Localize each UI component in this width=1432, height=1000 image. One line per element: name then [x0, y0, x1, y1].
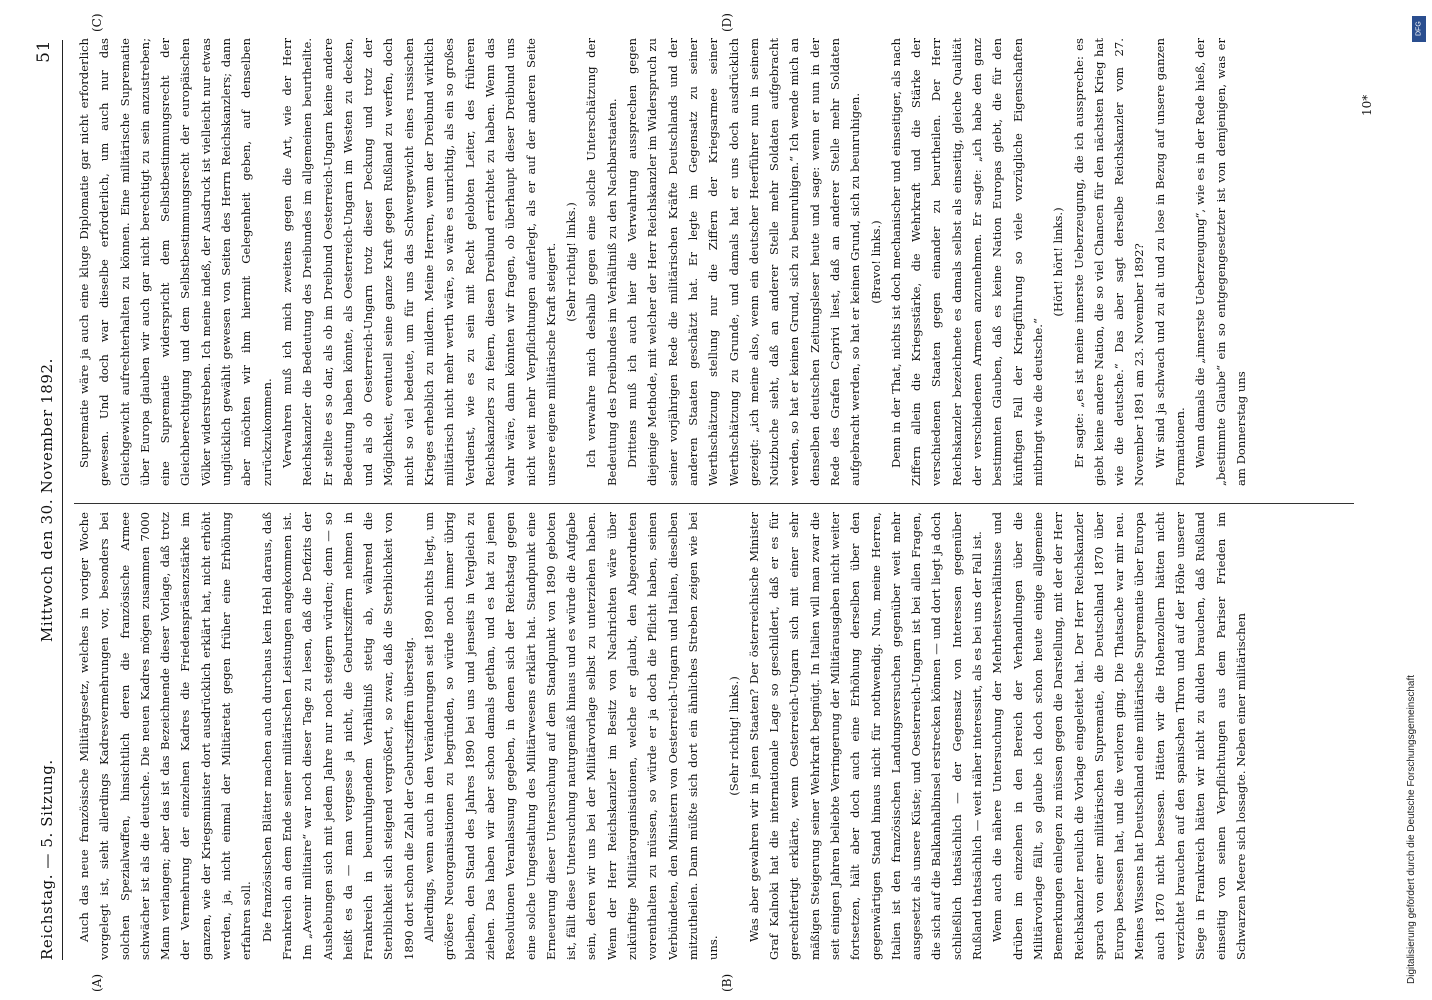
paragraph: Was aber gewahren wir in jenen Staaten? Der österreichische Minister Graf Kalnoki hat die internationale Lage so geschildert, daß er es für gerechtfertigt erklärte, wenn Oesterreich-Ungarn sich mit einer sehr mäßigen Steigerung seiner Wehrkraft begnügt. In Italien will man zwar die seit einigen Jahren beliebte Verringerung der Militärausgaben nicht weiter fortsetzen, hält aber doch auch eine Erhöhung derselben über den gegenwärtigen Stand hinaus nicht für nothwendig. Nun, meine Herren, Italien ist den französischen Landungsversuchen gegenüber weit mehr ausgesetzt als unsere Küste; und Oesterreich-Ungarn ist bei allen Fragen, die sich auf die Balkanhalbinsel erstrecken können — und dort liegt ja doch schließlich thatsächlich — der Gegensatz von Interessen gegenüber Rußland thatsächlich — weit näher interessirt, als es bei uns der Fall ist. — [746, 512, 985, 960]
margin-marker-c: (C) — [90, 13, 104, 32]
dfg-logo-icon: DFG — [1412, 16, 1426, 42]
left-column — [74, 512, 1374, 960]
margin-marker-a: (A) — [90, 973, 104, 992]
paragraph: Allerdings, wenn auch in den Veränderungen seit 1890 nichts liegt, um größere Neuorganisationen zu begründen, so würde noch immer übrig bleiben, den Stand des Jahres 1890 bei uns und jenseits in Vergleich zu ziehen. Das haben wir aber schon damals gethan, und es hat zu jenen Resolutionen Veranlassung gegeben, in denen sich der Reichstag gegen eine solche Umgestaltung des Militärwesens erklärt hat. Standpunkt eine Erneuerung dieser Untersuchung auf dem Standpunkt von 1890 geboten ist, fällt diese Untersuchung naturgemäß hinaus und es würde die Aufgabe sein, deren wir uns bei der Militärvorlage selbst zu unterziehen haben. Wenn der Herr Reichskanzler im Besitz von Nachrichten wäre über zukünftige Militärorganisationen, welche er glaubt, den Abgeordneten vorenthalten zu müssen, so würde er ja doch die Pflicht haben, seinen Verbündeten, den Ministern von Oesterreich-Ungarn und Italien, dieselben mitzutheilen. Dann müßte sich dort ein ähnliches Streben zeigen wie bei uns. — [422, 512, 721, 960]
folio-signature: 10* — [1360, 94, 1374, 116]
paragraph: Ich verwahre mich deshalb gegen eine solche Unterschätzung der Bedeutung des Dreibundes im Verhältniß zu den Nachbarstaaten. — [584, 38, 619, 486]
paragraph: Auch das neue französische Militärgesetz, welches in voriger Woche vorgelegt ist, sieht allerdings Kadresvermehrungen vor, besonders bei solchen Spezialwaffen, hinsichtlich deren die französische Armee schwächer ist als die deutsche. Die neuen Kadres mögen zusammen 7000 Mann verlangen; aber das ist das Bezeichnende dieser Vorlage, daß trotz der Vermehrung der einzelnen Kadres die Friedenspräsenzstärke im ganzen, wie der Kriegsminister dort ausdrücklich erklärt hat, nicht erhöht werden, ja, nicht einmal der Militäretat gegen früher eine Erhöhung erfahren soll. — [77, 512, 254, 960]
paragraph: Er sagte: „es ist meine innerste Ueberzeugung, die ich ausspreche: es giebt keine andere Nation, die so viel Chancen für den nächsten Krieg hat wie die deutsche.“ Das aber sagt derselbe Reichskanzler vom 27. November 1891 am 23. November 1892? — [1071, 38, 1147, 486]
paragraph: Verwahren muß ich mich zweitens gegen die Art, wie der Herr Reichskanzler die Bedeutung des Dreibundes im allgemeinen beurtheilte. Er stellte es so dar, als ob im Dreibund Oesterreich-Ungarn keine andere Bedeutung haben könnte, als Oesterreich-Ungarn im Westen zu decken, und als ob Oesterreich-Ungarn trotz dieser Deckung und trotz der Möglichkeit, eventuell seine ganze Kraft gegen Rußland zu werfen, doch nicht so viel bedeute, um für uns das Schwergewicht eines russischen Krieges erheblich zu mildern. Meine Herren, wenn der Dreibund wirklich militärisch nicht mehr werth wäre, so wäre es unrichtig, als ein so großes Verdienst, wie es zu sein mit Recht gelobten Leiter, des früheren Reichskanzlers zu feiern, diesen Dreibund errichtet zu haben. Wenn das wahr wäre, dann könnten wir fragen, ob überhaupt dieser Dreibund uns nicht weit mehr Verpflichtungen auferlegt, als er auf der anderen Seite unsere eigene militärische Kraft steigert. — [279, 38, 558, 486]
header-date: Mittwoch den 30. November 1892. — [38, 357, 56, 643]
column-divider — [74, 503, 1354, 504]
paragraph: Wenn auch die nähere Untersuchung der Mehrheitsverhältnisse und drüben im einzelnen in den Bereich der Verhandlungen über die Militärvorlage fällt, so glaube ich doch schon heute einige allgemeine Bemerkungen einlegen zu müssen gegen die Darstellung, mit der der Herr Reichskanzler neulich die Vorlage eingeleitet hat. Der Herr Reichskanzler sprach von einer militärischen Suprematie, die Deutschland 1870 über Europa besessen hat, und die verloren ging. Die Thatsache war mir neu. Meines Wissens hat Deutschland eine militärische Suprematie über Europa auch 1870 nicht besessen. Hätten wir die Hohenzollern hätten nicht verzichtet brauchen auf den spanischen Thron und auf der Höhe unserer Siege in Frankreich hätten wir nicht zu dulden brauchen, daß Rußland einseitig von seinen Verpflichtungen aus dem Pariser Frieden im Schwarzen Meere sich lossagte. Neben einer militärischen — [990, 512, 1248, 960]
interjection: (Hört! hört! links.) — [1051, 207, 1066, 317]
paragraph: Denn in der That, nichts ist doch mechanischer und einseitiger, als nach Ziffern allein die Kriegsstärke, die Wehrkraft und die Stärke der verschiedenen Staaten gegen einander zu beurtheilen. Der Herr Reichskanzler bezeichnete es damals selbst als einseitig, gleiche Qualität der verschiedenen Armeen anzunehmen. Er sagte: „ich habe den ganz bestimmten Glauben, daß es keine Nation Europas giebt, die für den künftigen Fall der Kriegführung so viele vorzügliche Eigenschaften mitbringt wie die deutsche.“ — [888, 38, 1045, 486]
right-column — [74, 38, 1374, 486]
margin-marker-d: (D) — [720, 13, 734, 32]
header-section: Reichstag. — 5. Sitzung. — [38, 759, 56, 960]
paragraph: Wir sind ja schwach und zu alt und zu lose in Bezug auf unsere ganzen Formationen. — [1152, 38, 1188, 486]
paragraph: Die französischen Blätter machen auch durchaus kein Hehl daraus, daß Frankreich an dem Ende seiner militärischen Leistungen angekommen ist. Im „Avenir militaire“ war noch dieser Tage zu lesen, daß die Defizits der Aushebungen sich mit jedem Jahre nur noch steigern würden; denn — so heißt es da — man vergesse ja nicht, die Geburtsziffern nehmen in Frankreich in beunruhigendem Verhältniß stetig ab, während die Sterblichkeit sich steigend vergrößert, so zwar, daß die Sterblichkeit von 1890 dort schon die Zahl der Geburtsziffern übersteig. — [259, 512, 416, 960]
interjection: (Bravo! links.) — [868, 220, 883, 304]
page-number: 51 — [34, 40, 54, 63]
interjection: (Sehr richtig! links.) — [726, 676, 741, 796]
paragraph: Suprematie wäre ja auch eine kluge Diplomatie gar nicht erforderlich gewesen. Und doch war dieselbe erforderlich, um auch nur das Gleichgewicht aufrechterhalten zu können. Eine militärische Suprematie über Europa glauben wir auch gar nicht berechtigt zu sein anzustreben; eine Suprematie widerspricht dem Selbstbestimmungsrecht der Gleichberechtigung und dem Selbstbestimmungsrecht der europäischen Völker widerstreben. Ich meine indeß, der Ausdruck ist vielleicht nur etwas unglücklich gewählt gewesen von Seiten des Herrn Reichskanzlers; dann aber möchten wir ihm hiermit Gelegenheit geben, auf denselben zurückzukommen. — [77, 38, 274, 486]
running-header — [34, 40, 63, 960]
paragraph: Wenn damals die „innerste Ueberzeugung“, wie es in der Rede hieß, der „bestimmte Glaube“ ein so entgegengesetzter ist von demjenigen, was er am Donnerstag uns — [1193, 38, 1248, 486]
interjection: (Sehr richtig! links.) — [564, 202, 579, 322]
margin-marker-b: (B) — [720, 973, 734, 992]
paragraph: Drittens muß ich auch hier die Verwahrung aussprechen gegen diejenige Methode, mit welcher der Herr Reichskanzler im Widerspruch zu seiner vorjährigen Rede die militärischen Kräfte Deutschlands und der anderen Staaten geschätzt hat. Er legte im Gegensatz zu seiner Werthschätzung stellung nur die Ziffern der Kriegsarmee seiner Werthschätzung zu Grunde, und damals hat er uns doch ausdrücklich gezeigt: „ich meine also, wenn ein deutscher Heerführer nun in seinem Notizbuche sieht, daß an anderer Stelle mehr Soldaten aufgebracht werden, so hat er keinen Grund, sich zu beunruhigen.“ Ich wende mich an denselben deutschen Zeitungsleser heute und sage: wenn er nun in der Rede des Grafen Caprivi liest, daß an anderer Stelle mehr Soldaten aufgebracht werden, so hat er keinen Grund, sich zu beunruhigen. — [625, 38, 863, 486]
digitization-credit: Digitalisierung gefördert durch die Deutsche Forschungsgemeinschaft — [1406, 674, 1417, 984]
